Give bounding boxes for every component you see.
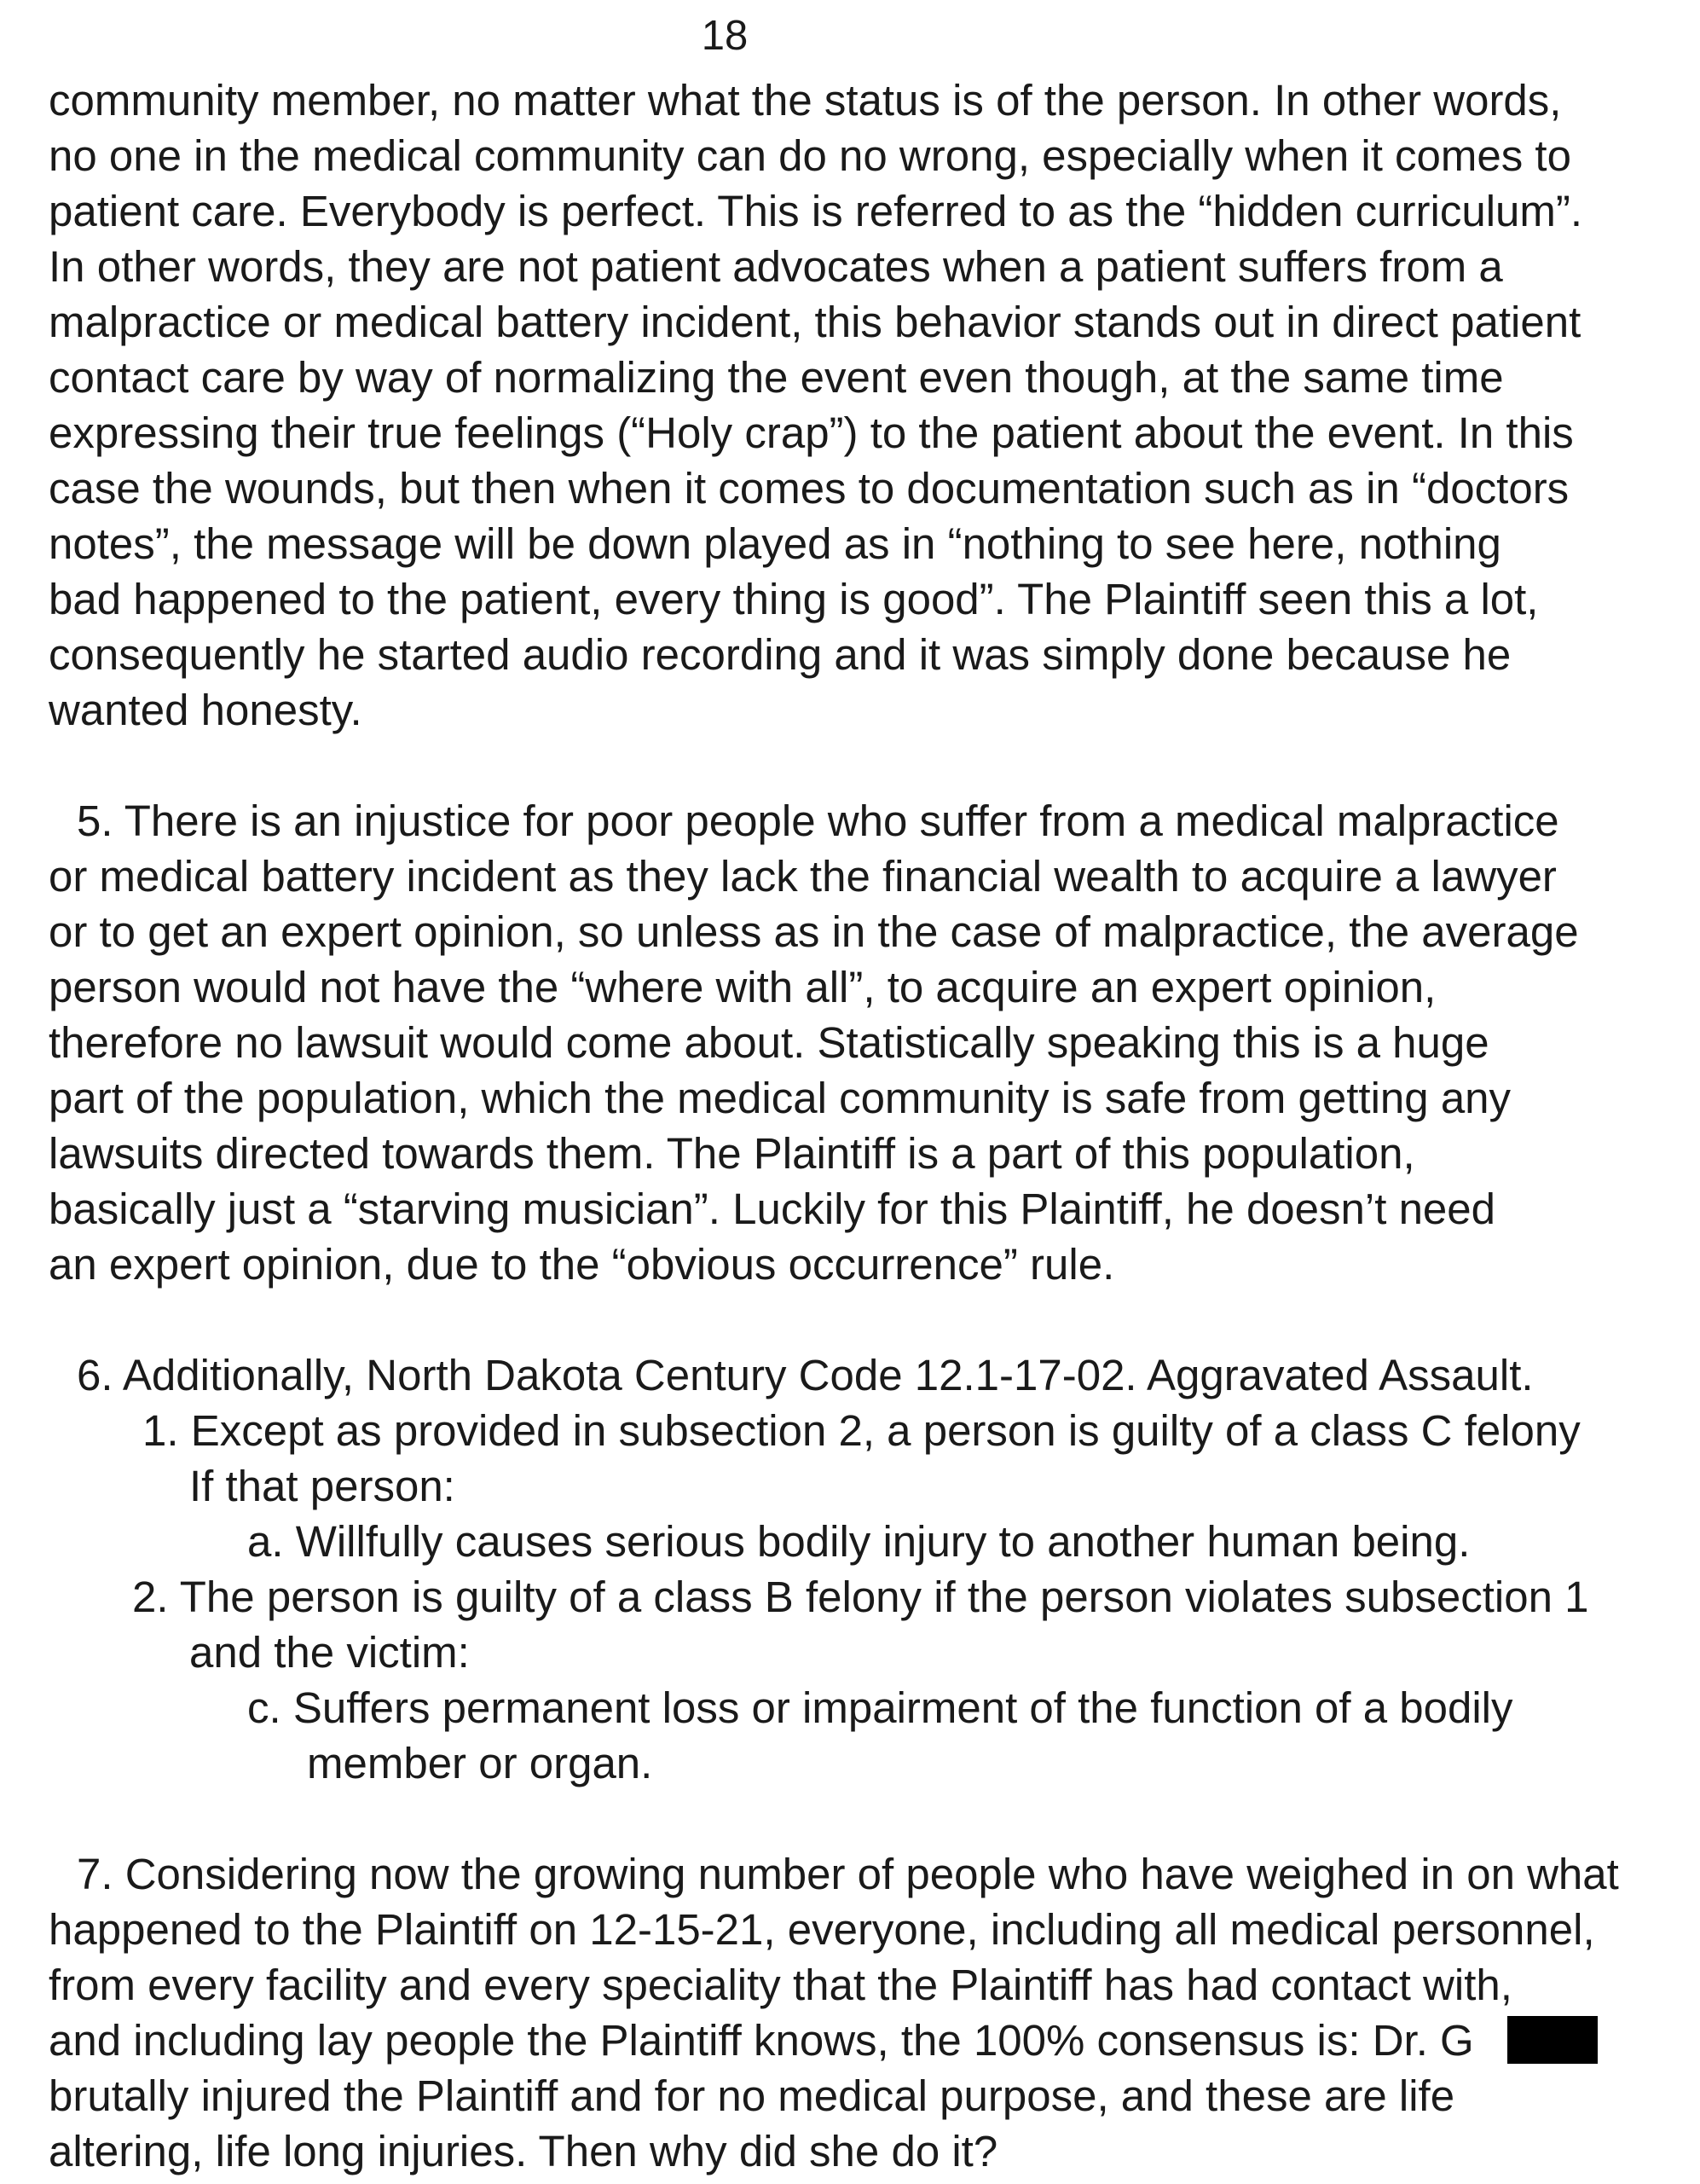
paragraph-line: community member, no matter what the status is of the person. In other words,: [49, 76, 1562, 125]
paragraph-line: patient care. Everybody is perfect. This is referred to as the “hidden curriculum”.: [49, 187, 1583, 235]
paragraph-line: bad happened to the patient, every thing is good”. The Plaintiff seen this a lot,: [49, 575, 1539, 623]
paragraph-line: no one in the medical community can do no wrong, especially when it comes to: [49, 131, 1571, 180]
paragraph-7-line: altering, life long injuries. Then why did she do it?: [49, 2127, 998, 2175]
statute-subsection-1-continued: If that person:: [189, 1462, 455, 1510]
paragraph-6-heading: 6. Additionally, North Dakota Century Code 12.1-17-02. Aggravated Assault.: [77, 1351, 1534, 1399]
paragraph-5-line: basically just a “starving musician”. Luckily for this Plaintiff, he doesn’t need: [49, 1185, 1496, 1233]
paragraph-5-line: person would not have the “where with all”, to acquire an expert opinion,: [49, 963, 1437, 1011]
paragraph-7-line: happened to the Plaintiff on 12-15-21, everyone, including all medical personnel,: [49, 1905, 1595, 1954]
paragraph-5-line: an expert opinion, due to the “obvious occurrence” rule.: [49, 1240, 1115, 1289]
paragraph-7-line: 7. Considering now the growing number of people who have weighed in on what: [77, 1850, 1619, 1898]
paragraph-5-line: or medical battery incident as they lack the financial wealth to acquire a lawyer: [49, 852, 1557, 901]
statute-clause-c: c. Suffers permanent loss or impairment of the function of a bodily: [247, 1683, 1513, 1732]
statute-clause-a: a. Willfully causes serious bodily injury to another human being.: [247, 1517, 1471, 1566]
paragraph-7-line: and including lay people the Plaintiff knows, the 100% consensus is: Dr. G: [49, 2016, 1474, 2065]
statute-subsection-2: 2. The person is guilty of a class B felony if the person violates subsection 1: [132, 1573, 1589, 1621]
statute-subsection-1: 1. Except as provided in subsection 2, a person is guilty of a class C felony: [142, 1406, 1581, 1455]
paragraph-5-line: lawsuits directed towards them. The Plaintiff is a part of this population,: [49, 1129, 1415, 1178]
paragraph-line: notes”, the message will be down played as in “nothing to see here, nothing: [49, 519, 1501, 568]
paragraph-line: case the wounds, but then when it comes to documentation such as in “doctors: [49, 464, 1570, 513]
paragraph-7-line: from every facility and every speciality that the Plaintiff has had contact with,: [49, 1961, 1512, 2009]
statute-subsection-2-continued: and the victim:: [189, 1628, 470, 1677]
paragraph-7-line: brutally injured the Plaintiff and for no medical purpose, and these are life: [49, 2071, 1455, 2120]
page-number: 18: [701, 13, 749, 59]
paragraph-line: In other words, they are not patient advocates when a patient suffers from a: [49, 242, 1503, 291]
paragraph-5-line: or to get an expert opinion, so unless as in the case of malpractice, the average: [49, 907, 1579, 956]
paragraph-line: expressing their true feelings (“Holy crap”) to the patient about the event. In this: [49, 408, 1574, 457]
paragraph-line: contact care by way of normalizing the event even though, at the same time: [49, 353, 1504, 402]
paragraph-line: malpractice or medical battery incident, this behavior stands out in direct patient: [49, 298, 1581, 346]
paragraph-5-line: 5. There is an injustice for poor people who suffer from a medical malpractice: [77, 797, 1559, 845]
paragraph-5-line: therefore no lawsuit would come about. Statistically speaking this is a huge: [49, 1018, 1489, 1067]
paragraph-line: consequently he started audio recording and it was simply done because he: [49, 630, 1512, 679]
paragraph-5-line: part of the population, which the medical community is safe from getting any: [49, 1074, 1512, 1122]
paragraph-line: wanted honesty.: [49, 686, 362, 734]
statute-clause-c-continued: member or organ.: [307, 1739, 653, 1787]
redaction-bar: [1507, 2016, 1598, 2064]
